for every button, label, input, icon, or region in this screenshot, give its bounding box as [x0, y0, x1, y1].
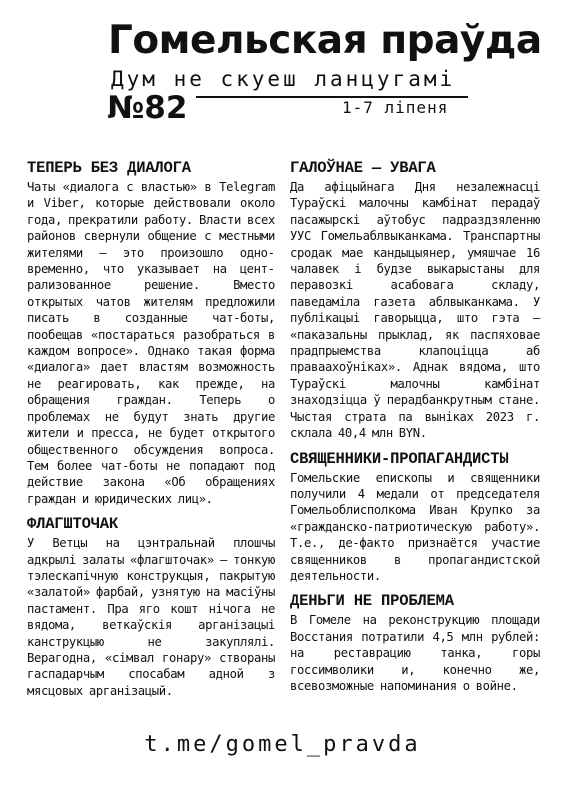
- article-headline: ГАЛОЎНАЕ — УВАГА: [290, 159, 436, 177]
- telegram-link[interactable]: t.me/gomel_pravda: [144, 732, 421, 757]
- article-body: В Гомеле на реконструкцию площади Восстания потратили 4,5 млн рублей: на реставрацию танка, горы госсимволики и, конечно же, всевозможные напоминания о войне.: [290, 613, 540, 693]
- article-headline: СВЯЩЕННИКИ-ПРОПАГАНДИСТЫ: [290, 449, 509, 468]
- article-dengi-ne-problema: [290, 591, 540, 694]
- article-body: Чаты «диалога с властью» в Telegram и Viber, которые действовали около года, прекратили работу. Власти всех районов свернули общение с местными жителями — это произошло одновременно, что указывает на централизованное решение. Вместо открытых чатов жителям предложили писать в созданные чат-боты, пообещав «постараться разобраться в каждом вопросе». Однако такая форма «диалога» дает властям возможность не реагировать, как прежде, на обращения граждан. Теперь о проблемах не будут знать другие жители и пресса, не будет открытого общественного обсуждения вопроса. Тем более чат-боты не попадают под действие закона «Об обращениях граждан и юридических лиц».: [27, 180, 275, 506]
- article-teper-bez-dialoga: [27, 158, 275, 507]
- masthead: [0, 0, 565, 150]
- article-body: Гомельские епископы и священники получили 4 медали от председателя Гомельоблисполкома Иван Крупко за «гражданско-патриотическую работу». Т.е., де-факто признаётся участие священников в пропагандистской деятельности.: [290, 470, 540, 583]
- left-column: [27, 158, 275, 699]
- article-body: У Ветцы на цэнтральнай плошчы адкрылі залаты «флагшточак» — тонкую тэлескапічную конструкцыя, пакрытую «залатой» фарбай, узнятую на масіўны пастамент. Пра яго кошт нічога не вядома, веткаўскія арганізацыі канструкцыю не закуплялі. Верагодна, «сімвал гонару» створаны гаспадарчым спосабам адной з мясцовых арганізацый.: [27, 536, 275, 698]
- article-headline: ДЕНЬГИ НЕ ПРОБЛЕМА: [290, 592, 454, 611]
- issue-number: №82: [107, 90, 188, 126]
- article-galounae-uvaga: [290, 158, 540, 442]
- right-column: [290, 158, 540, 694]
- article-flagshtochak: [27, 514, 275, 699]
- newspaper-title: Гомельская праўда: [108, 18, 542, 63]
- newspaper-slogan: Дум не скуеш ланцугамі: [111, 67, 456, 91]
- issue-date: 1-7 ліпеня: [342, 98, 449, 117]
- article-body: Да афіцыйнага Дня незалежнасці Тураўскі малочны камбінат перадаў пасажырскі аўтобус падраздзяленню УУС Гомельаблвыканкама. Транспартны сродак мае кандыцыянер, умяшчае 16 чалавек і будзе выкарыстаны для перавозкі асабовага складу, паведаміла газета аблвыканкама. У публікацыі гаворыцца, што гэта — «паказальны прыклад, як паспяховае прадпрыемства клапоціцца аб праваахоўніках». Аднак вядома, што Тураўскі малочны камбінат знаходзіцца ў перадбанкрутным стане. Чыстая страта па выніках 2023 г. склала 40,4 млн BYN.: [290, 180, 540, 441]
- article-headline: ФЛАГШТОЧАК: [27, 515, 119, 534]
- article-svyashchenniki: [290, 449, 540, 585]
- article-headline: ТЕПЕРЬ БЕЗ ДИАЛОГА: [27, 159, 191, 177]
